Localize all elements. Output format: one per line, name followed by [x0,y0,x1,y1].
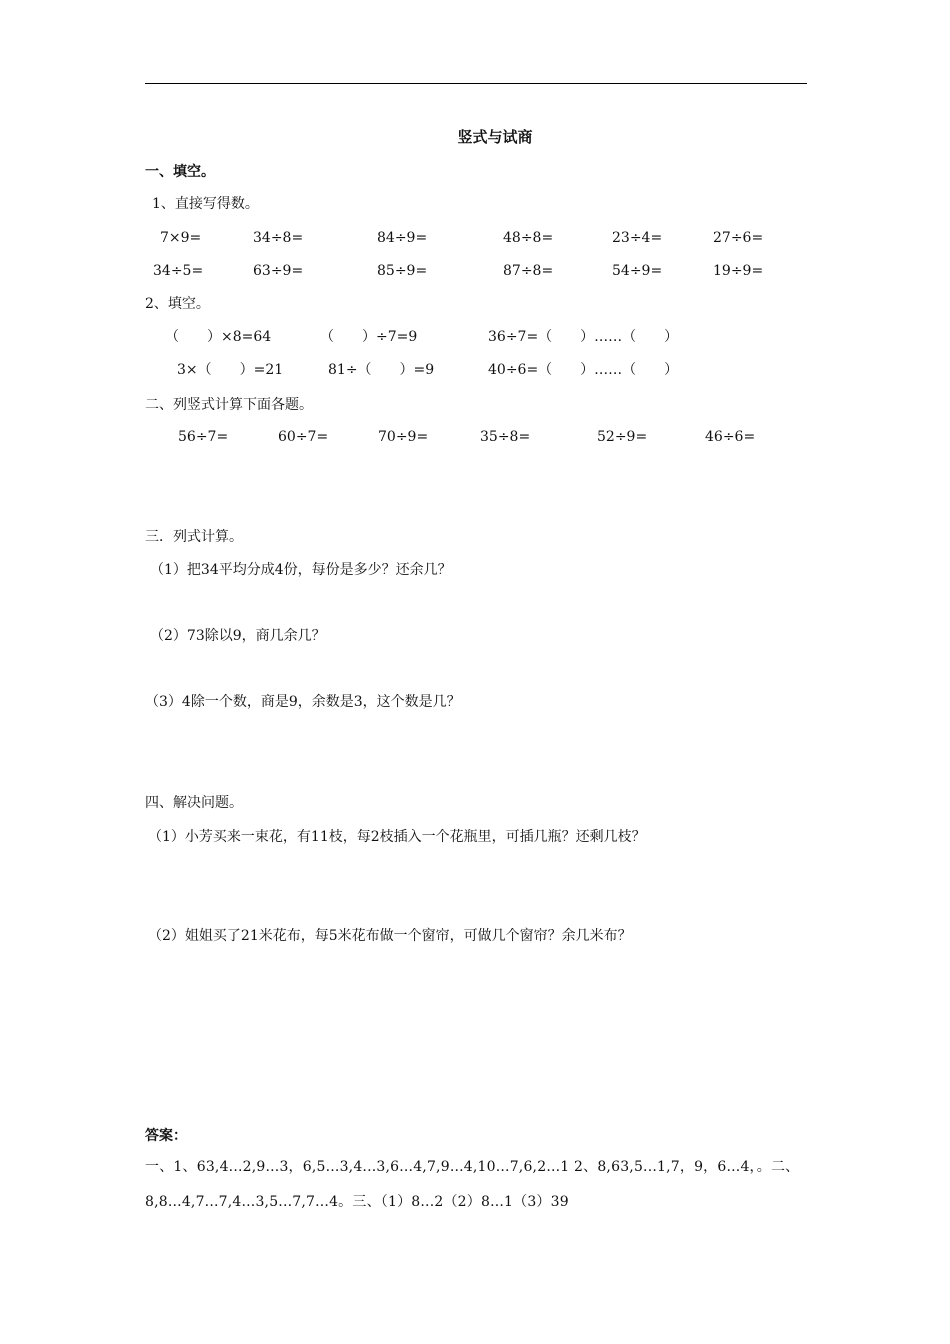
calc-item: 35÷8= [480,429,531,445]
calc-item: 52÷9= [597,429,648,445]
q2-item: （ ）÷7=9 [320,329,418,345]
q1-item: 23÷4= [612,230,663,246]
section1-heading: 一、填空。 [145,164,215,180]
q1-item: 54÷9= [612,263,663,279]
answers-heading: 答案： [145,1128,187,1144]
q2-item: 36÷7=（ ）……（ ） [488,329,679,345]
section2-heading: 二、列竖式计算下面各题。 [145,397,313,413]
q2-item: 81÷（ ）=9 [328,362,435,378]
q2-item: （ ）×8=64 [165,329,272,345]
q1-item: 19÷9= [713,263,764,279]
header-rule [145,83,807,84]
section3-heading: 三．列式计算。 [145,529,243,545]
q2-item: 40÷6=（ ）……（ ） [488,362,679,378]
q2-label: 2、填空。 [145,296,210,312]
calc-item: 60÷7= [278,429,329,445]
section4-question: （1）小芳买来一束花，有11枝，每2枝插入一个花瓶里，可插几瓶？还剩几枝？ [148,829,646,845]
section3-question: （2）73除以9，商几余几？ [150,628,326,644]
q1-item: 7×9= [160,230,202,246]
calc-item: 56÷7= [178,429,229,445]
q1-item: 27÷6= [713,230,764,246]
q1-item: 84÷9= [377,230,428,246]
q1-label: 1、直接写得数。 [152,196,259,212]
calc-item: 70÷9= [378,429,429,445]
q1-item: 63÷9= [253,263,304,279]
section4-heading: 四、解决问题。 [145,795,243,811]
q1-item: 34÷8= [253,230,304,246]
section4-question: （2）姐姐买了21米花布，每5米花布做一个窗帘，可做几个窗帘？余几米布？ [148,928,632,944]
page-title: 竖式与试商 [457,128,533,146]
q1-item: 48÷8= [503,230,554,246]
answers-text: 一、1、63,4...2,9...3，6,5...3,4...3,6...4,7,9...4,10...7,6,2...1 2、8,63,5...1,7，9，6...4，。二、8,8...4,7...7,4...3,5...7,7...4。三、（1）8...2（2）8...1（3）39 [145,1159,800,1210]
calc-item: 46÷6= [705,429,756,445]
q1-item: 34÷5= [153,263,204,279]
q1-item: 87÷8= [503,263,554,279]
q1-item: 85÷9= [377,263,428,279]
q2-item: 3×（ ）=21 [177,362,284,378]
section3-question: （3）4除一个数，商是9，余数是3，这个数是几？ [145,694,461,710]
section3-question: （1）把34平均分成4份，每份是多少？还余几？ [150,562,452,578]
